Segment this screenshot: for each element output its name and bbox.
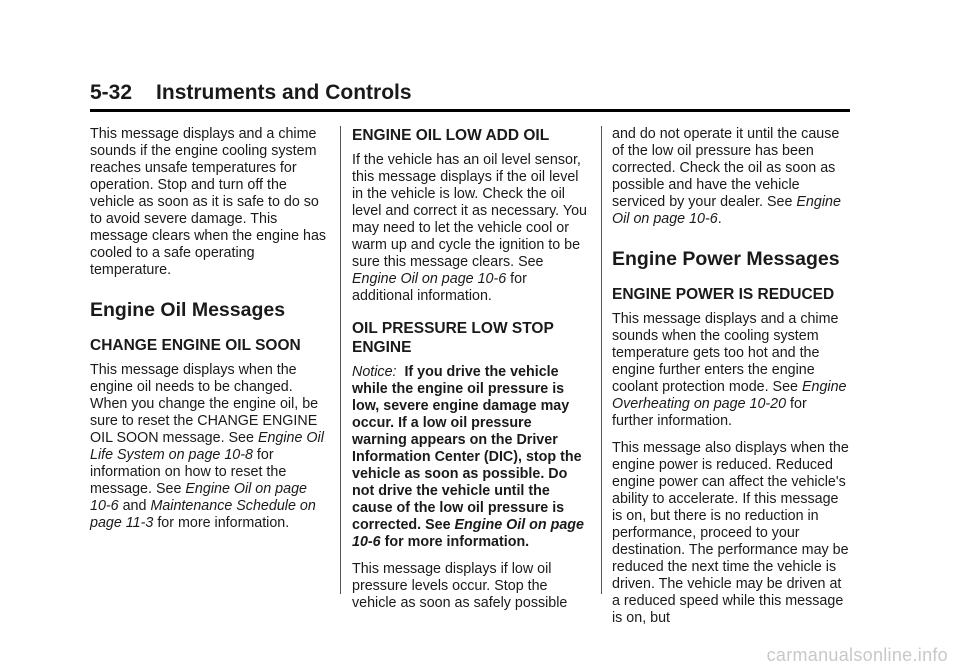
cross-reference-link[interactable]: Engine Oil on page 10-6 xyxy=(90,481,307,514)
column-2 xyxy=(352,126,590,622)
column-divider xyxy=(601,126,602,594)
section-heading-engine-oil: Engine Oil Messages xyxy=(90,299,286,321)
subheading-oil-low-add: ENGINE OIL LOW ADD OIL xyxy=(352,127,550,144)
section-title: Instruments and Controls xyxy=(156,81,412,104)
cross-reference-link[interactable]: Engine Oil on page 10-6 xyxy=(352,271,507,287)
watermark: carmanualsonline.info xyxy=(766,645,948,665)
cross-reference-link[interactable]: Engine Overheating on page 10-20 xyxy=(612,379,847,412)
paragraph: This message displays and a chime sounds if the engine cooling system reaches unsafe temperatures for operation. Stop and turn off the vehicle as soon as it is safe to do so to avoid severe damage. This message clears when the engine has cooled to a safe operating temperature. xyxy=(90,126,327,278)
paragraph: This message also displays when the engine power is reduced. Reduced engine power can affect the vehicle's ability to accelerate. If this message is on, but there is no reduction in performance, proceed to your destination. The performance may be reduced the next time the vehicle is driven. The vehicle may be driven at a reduced speed while this message is on, but xyxy=(612,440,849,626)
notice-block: Notice: If you drive the vehicle while the engine oil pressure is low, severe engine damage may occur. If a low oil pressure warning appears on the Driver Information Center (DIC), stop the vehicle as soon as possible. Do not drive the vehicle until the cause of the low oil pressure is corrected. See Engine Oil on page 10-6 for more information. xyxy=(352,364,584,550)
paragraph: If the vehicle has an oil level sensor, this message displays if the oil level in the vehicle is low. Check the oil level and correct it as necessary. You may need to let the vehicle cool or warm up and cycle the ignition to be sure this message clears. See Engine Oil on page 10-6 for additional information. xyxy=(352,152,587,304)
paragraph: This message displays and a chime sounds when the cooling system temperature gets too hot and the engine further enters the engine coolant protection mode. See Engine Overheating on page 10-20 for further information. xyxy=(612,311,847,429)
page-number: 5-32 xyxy=(90,81,133,104)
paragraph: This message displays if low oil pressure levels occur. Stop the vehicle as soon as safely possible xyxy=(352,561,568,611)
notice-label: Notice: xyxy=(352,364,397,380)
paragraph: and do not operate it until the cause of the low oil pressure has been corrected. Check the oil as soon as possible and have the vehicle serviced by your dealer. See Engine Oil on page 10-6. xyxy=(612,126,841,227)
subheading-oil-pressure-low: OIL PRESSURE LOW STOP ENGINE xyxy=(352,320,554,356)
paragraph: This message displays when the engine oil needs to be changed. When you change the engine oil, be sure to reset the CHANGE ENGINE OIL SOON message. See Engine Oil Life System on page 10-8 for information on how to reset the message. See Engine Oil on page 10-6 and Maintenance Schedule on page 11-3 for more information. xyxy=(90,362,324,531)
page-header xyxy=(90,80,850,112)
column-divider xyxy=(340,126,341,594)
column-3 xyxy=(612,126,850,637)
subheading-change-engine-oil: CHANGE ENGINE OIL SOON xyxy=(90,337,301,354)
cross-reference-link[interactable]: Engine Oil Life System on page 10-8 xyxy=(90,430,324,463)
subheading-power-reduced: ENGINE POWER IS REDUCED xyxy=(612,286,835,303)
section-heading-engine-power: Engine Power Messages xyxy=(612,248,840,270)
column-1 xyxy=(90,126,328,542)
cross-reference-link[interactable]: Maintenance Schedule on page 11-3 xyxy=(90,498,316,531)
cross-reference-link[interactable]: Engine Oil on page 10-6 xyxy=(612,194,841,227)
cross-reference-link[interactable]: Engine Oil on page 10-6 xyxy=(352,517,584,550)
